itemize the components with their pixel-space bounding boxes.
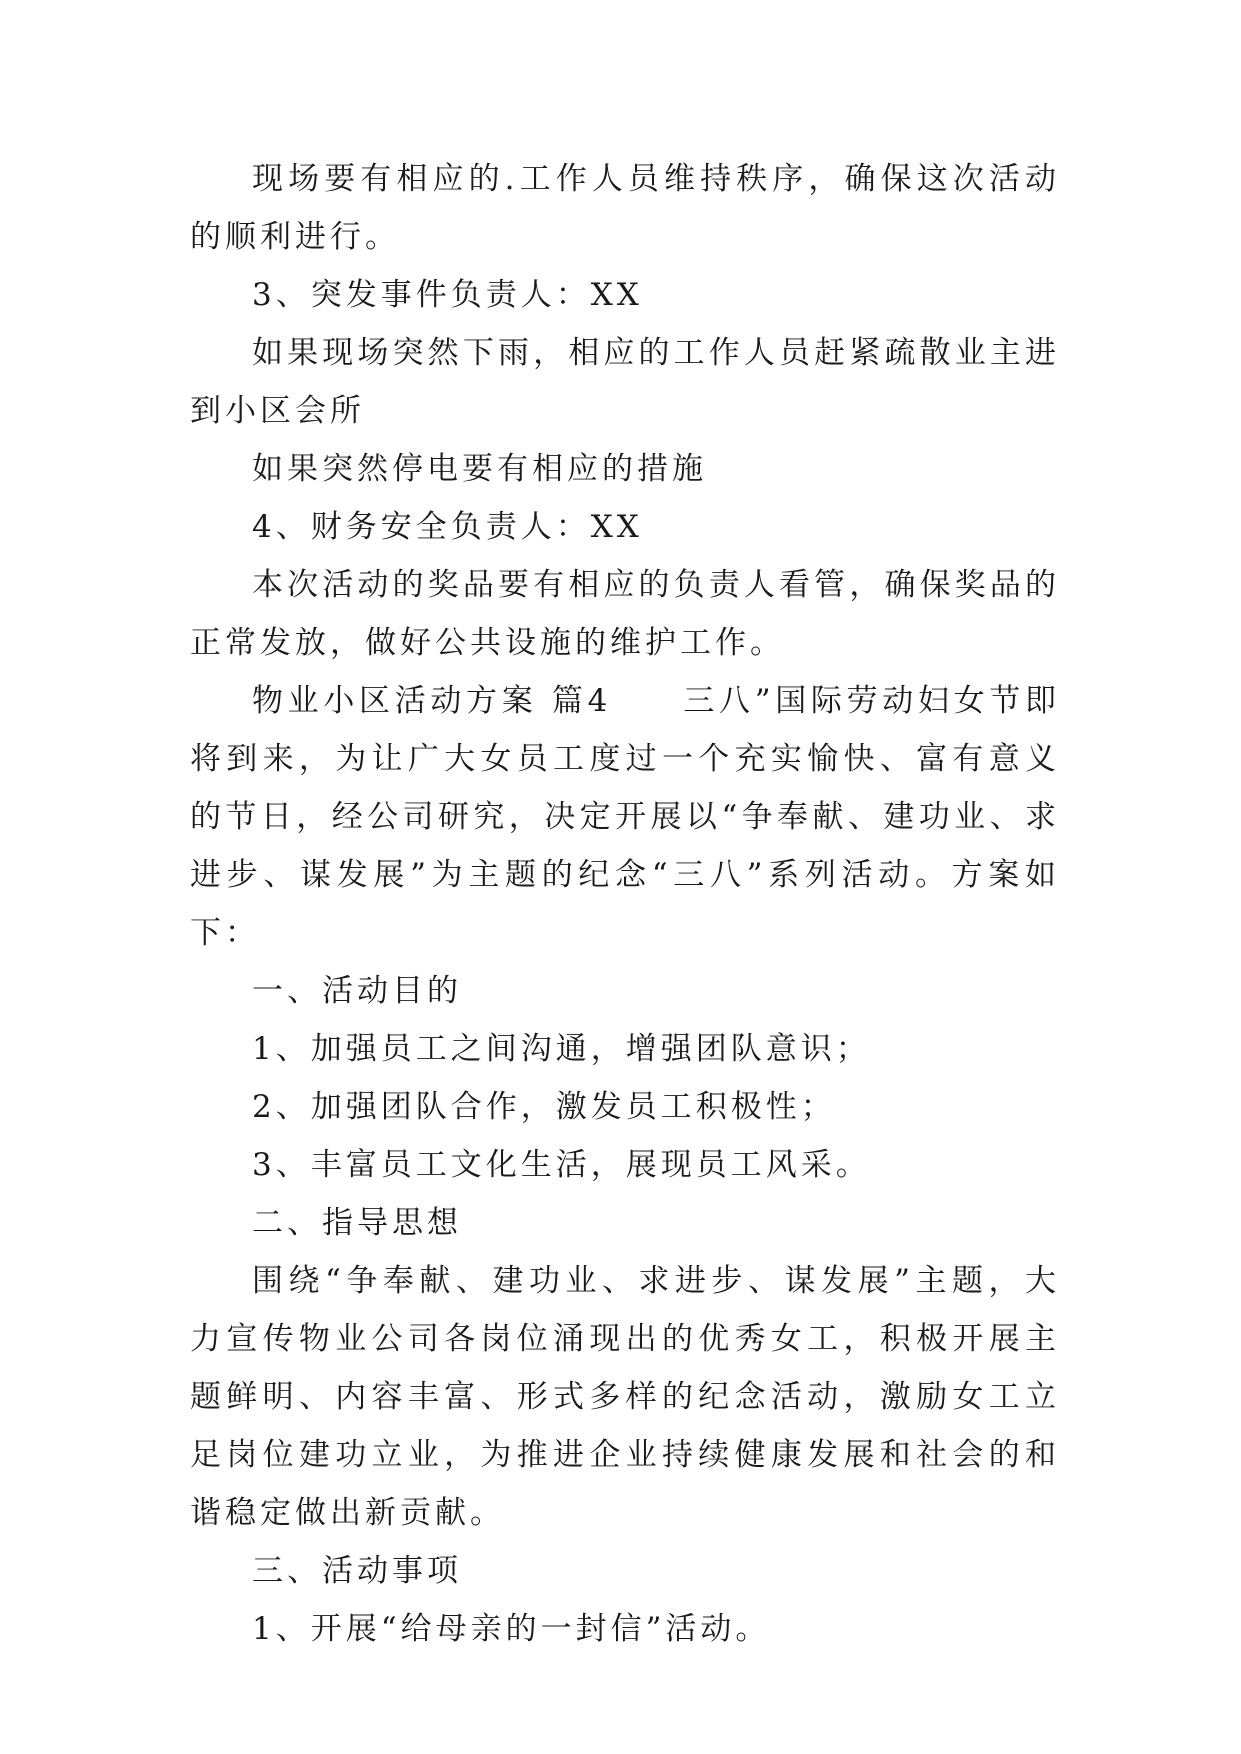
list-item-purpose-1: 1、加强员工之间沟通，增强团队意识； [252, 1031, 871, 1067]
paragraph-rain-plan: 如果现场突然下雨，相应的工作人员赶紧疏散业主进到小区会所 [190, 335, 1060, 429]
list-item-purpose-3: 3、丰富员工文化生活，展现员工风采。 [252, 1147, 871, 1183]
paragraph-staff-order: 现场要有相应的.工作人员维持秩序，确保这次活动的顺利进行。 [190, 161, 1060, 255]
document-body [190, 150, 1060, 1658]
paragraph-plan-4-intro: 物业小区活动方案 篇4 三八”国际劳动妇女节即将到来，为让广大女员工度过一个充实愉快、富有意义的节日，经公司研究，决定开展以“争奉献、建功业、求进步、谋发展”为主题的纪念“三八”系列活动。方案如下： [190, 683, 1060, 951]
heading-activity-items: 三、活动事项 [252, 1553, 462, 1589]
list-item-purpose-2: 2、加强团队合作，激发员工积极性； [252, 1089, 836, 1125]
paragraph-emergency-owner: 3、突发事件负责人：XX [252, 277, 643, 313]
paragraph-power-outage: 如果突然停电要有相应的措施 [252, 451, 707, 487]
paragraph-prize-custody: 本次活动的奖品要有相应的负责人看管，确保奖品的正常发放，做好公共设施的维护工作。 [190, 567, 1060, 661]
paragraph-finance-owner: 4、财务安全负责人：XX [252, 509, 643, 545]
heading-activity-purpose: 一、活动目的 [252, 973, 462, 1009]
paragraph-guiding-idea: 围绕“争奉献、建功业、求进步、谋发展”主题，大力宣传物业公司各岗位涌现出的优秀女工，积极开展主题鲜明、内容丰富、形式多样的纪念活动，激励女工立足岗位建功立业，为推进企业持续健康发展和社会的和谐稳定做出新贡献。 [190, 1263, 1060, 1531]
list-item-activity-1: 1、开展“给母亲的一封信”活动。 [252, 1611, 771, 1647]
heading-guiding-idea: 二、指导思想 [252, 1205, 462, 1241]
